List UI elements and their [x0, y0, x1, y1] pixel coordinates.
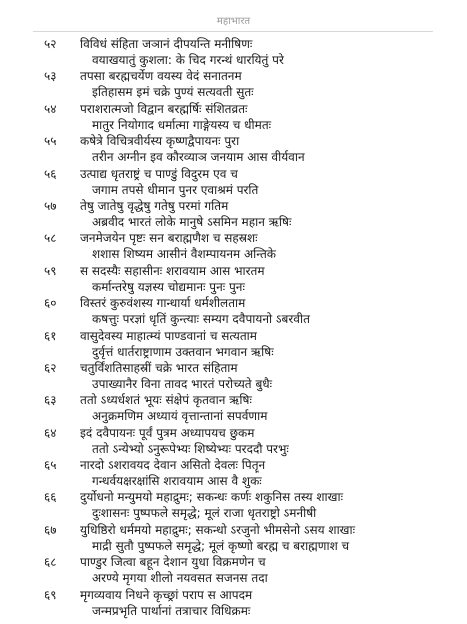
verse-number: ६६	[44, 490, 57, 505]
page-header: महाभारत	[216, 16, 251, 27]
verse-number: ५५	[44, 134, 57, 149]
verse-line-1: चतुर्विंशतिसाहस्रीं चक्रे भारत संहिताम	[80, 360, 238, 375]
verse-number: ६४	[44, 425, 57, 440]
verse-line-1: वासुदेवस्य माहात्म्यं पाण्डवानां च सत्यताम	[80, 328, 257, 343]
verse-line-1: तेषु जातेषु वृद्धेषु गतेषु परमां गतिम	[80, 198, 229, 213]
verse-line-2: इतिहासम इमं चक्रे पुण्यं सत्यवती सुतः	[92, 85, 254, 100]
verse-row	[0, 457, 467, 489]
verse-number: ५७	[44, 198, 57, 213]
verse-number: ५३	[44, 69, 57, 84]
verse-line-2: गन्धर्वयक्षरक्षांसि शरावयाम आस वै शुकः	[92, 474, 262, 489]
verse-line-1: कषेत्रे विचित्रवीर्यस्य कृष्णद्वैपायनः पुरा	[80, 134, 240, 149]
verse-line-2: अब्रवीद भारतं लोके मानुषे ऽसमिन महान ऋषिः	[92, 214, 292, 229]
verse-row	[0, 554, 467, 586]
verse-row	[0, 101, 467, 133]
verse-line-2: जन्मप्रभृति पार्थानां तत्राचार विधिक्रमः	[92, 603, 251, 618]
verse-row	[0, 360, 467, 392]
verse-row	[0, 587, 467, 619]
verse-line-1: नारदो ऽशरावयद देवान असितो देवलः पितॄन	[80, 458, 266, 473]
verse-line-2: कर्मान्तरेषु यज्ञस्य चोद्यमानः पुनः पुनः	[92, 279, 245, 294]
verse-row	[0, 295, 467, 327]
header-divider	[33, 31, 433, 32]
verse-line-1: उत्पाद्य धृतराष्ट्रं च पाण्डुं विदुरम एव च	[80, 166, 238, 181]
verse-row	[0, 263, 467, 295]
verse-number: ६२	[44, 360, 57, 375]
verse-line-2: ततो ऽन्येभ्यो ऽनुरूपेभ्यः शिष्येभ्यः परददौ परभुः	[92, 441, 289, 456]
verse-number: ५८	[44, 231, 57, 246]
verse-line-1: दुर्योधनो मन्युमयो महाद्रुमः; सकन्धः कर्णः शकुनिस तस्य शाखाः	[80, 490, 343, 505]
verse-number: ६०	[44, 296, 57, 311]
verse-line-2: वयाखयातुं कुशला: के चिद गरन्थं धारयितुं परे	[92, 53, 284, 67]
verse-line-1: इदं दवैपायनः पूर्वं पुत्रम अध्यापयच छुकम	[80, 425, 255, 440]
verse-number: ६३	[44, 393, 57, 408]
verse-line-2: अरण्ये मृगया शीलो नयवसत सजनस तदा	[92, 571, 268, 586]
verse-line-2: शशास शिष्यम आसीनं वैशम्पायनम अन्तिके	[92, 247, 277, 262]
verse-row	[0, 166, 467, 198]
verse-number: ५४	[44, 101, 57, 116]
verse-line-2: जगाम तपसे धीमान पुनर एवाश्रमं परति	[92, 182, 259, 197]
verse-line-1: पराशरात्मजो विद्वान बरह्मर्षिः संशितव्रतः	[80, 101, 248, 116]
verse-line-2: उपाख्यानैर विना तावद भारतं परोच्यते बुधैः	[92, 376, 273, 391]
verse-row	[0, 522, 467, 554]
verse-line-2: दुःशासनः पुष्पफले समृद्धे; मूलं राजा धृतराष्ट्रो ऽमनीषी	[92, 506, 317, 521]
verse-row	[0, 133, 467, 165]
verse-line-2: कषत्तुः परज्ञां धृतिं कुन्त्याः सम्यग दवैपायनो ऽबरवीत	[92, 312, 310, 327]
verse-row	[0, 68, 467, 100]
verse-number: ५२	[44, 37, 57, 51]
verse-row	[0, 392, 467, 424]
verse-line-2: मातुर नियोगाद धर्मात्मा गाङ्गेयस्य च धीमतः	[92, 117, 272, 132]
verse-line-2: दुर्वृत्तं धार्तराष्ट्राणाम उक्तवान भगवान ऋषिः	[92, 344, 274, 359]
verse-line-2: माद्री सुतौ पुष्पफले समृद्धे; मूलं कृष्णो बरह्म च बराह्मणाश च	[92, 538, 350, 553]
verse-line-1: मृगव्यवाय निधने कृच्छ्रां पराप स आपदम	[80, 587, 253, 602]
verse-number: ६९	[44, 587, 57, 602]
verse-number: ६५	[44, 458, 57, 473]
verse-line-1: स सदस्यैः सहासीनः शरावयाम आस भारतम	[80, 263, 265, 278]
verse-line-1: पाण्डुर जित्वा बहून देशान युधा विक्रमणेन च	[80, 555, 266, 570]
verse-number: ६७	[44, 522, 57, 537]
verse-line-2: तरीन अग्नीन इव कौरव्याञ जनयाम आस वीर्यवान	[92, 150, 305, 165]
verse-row	[0, 198, 467, 230]
verse-row	[0, 230, 467, 262]
verse-line-2: अनुक्रमणिम अध्यायं वृत्तान्तानां सपर्वणाम	[92, 409, 268, 424]
verse-list	[0, 36, 467, 619]
verse-line-1: ततो ऽध्यर्धशतं भूयः संक्षेपं कृतवान ऋषिः	[80, 393, 252, 408]
verse-row	[0, 328, 467, 360]
verse-row	[0, 489, 467, 521]
verse-line-1: विविधं संहिता जञानं दीपयन्ति मनीषिणः	[80, 37, 253, 51]
verse-number: ५९	[44, 263, 57, 278]
verse-line-1: तपसा बरह्मचर्येण वयस्य वेदं सनातनम	[80, 69, 242, 84]
verse-number: ६८	[44, 555, 57, 570]
verse-line-1: युधिष्ठिरो धर्ममयो महाद्रुमः; सकन्धो ऽरजुनो भीमसेनो ऽसय शाखाः	[80, 522, 356, 537]
verse-row	[0, 36, 467, 68]
verse-row	[0, 425, 467, 457]
verse-line-1: जनमेजयेन पृष्टः सन बराह्मणैश च सहस्रशः	[80, 231, 258, 246]
verse-number: ५६	[44, 166, 57, 181]
verse-line-1: विस्तरं कुरुवंशस्य गान्धार्या धर्मशीलताम	[80, 296, 246, 311]
verse-number: ६१	[44, 328, 57, 343]
